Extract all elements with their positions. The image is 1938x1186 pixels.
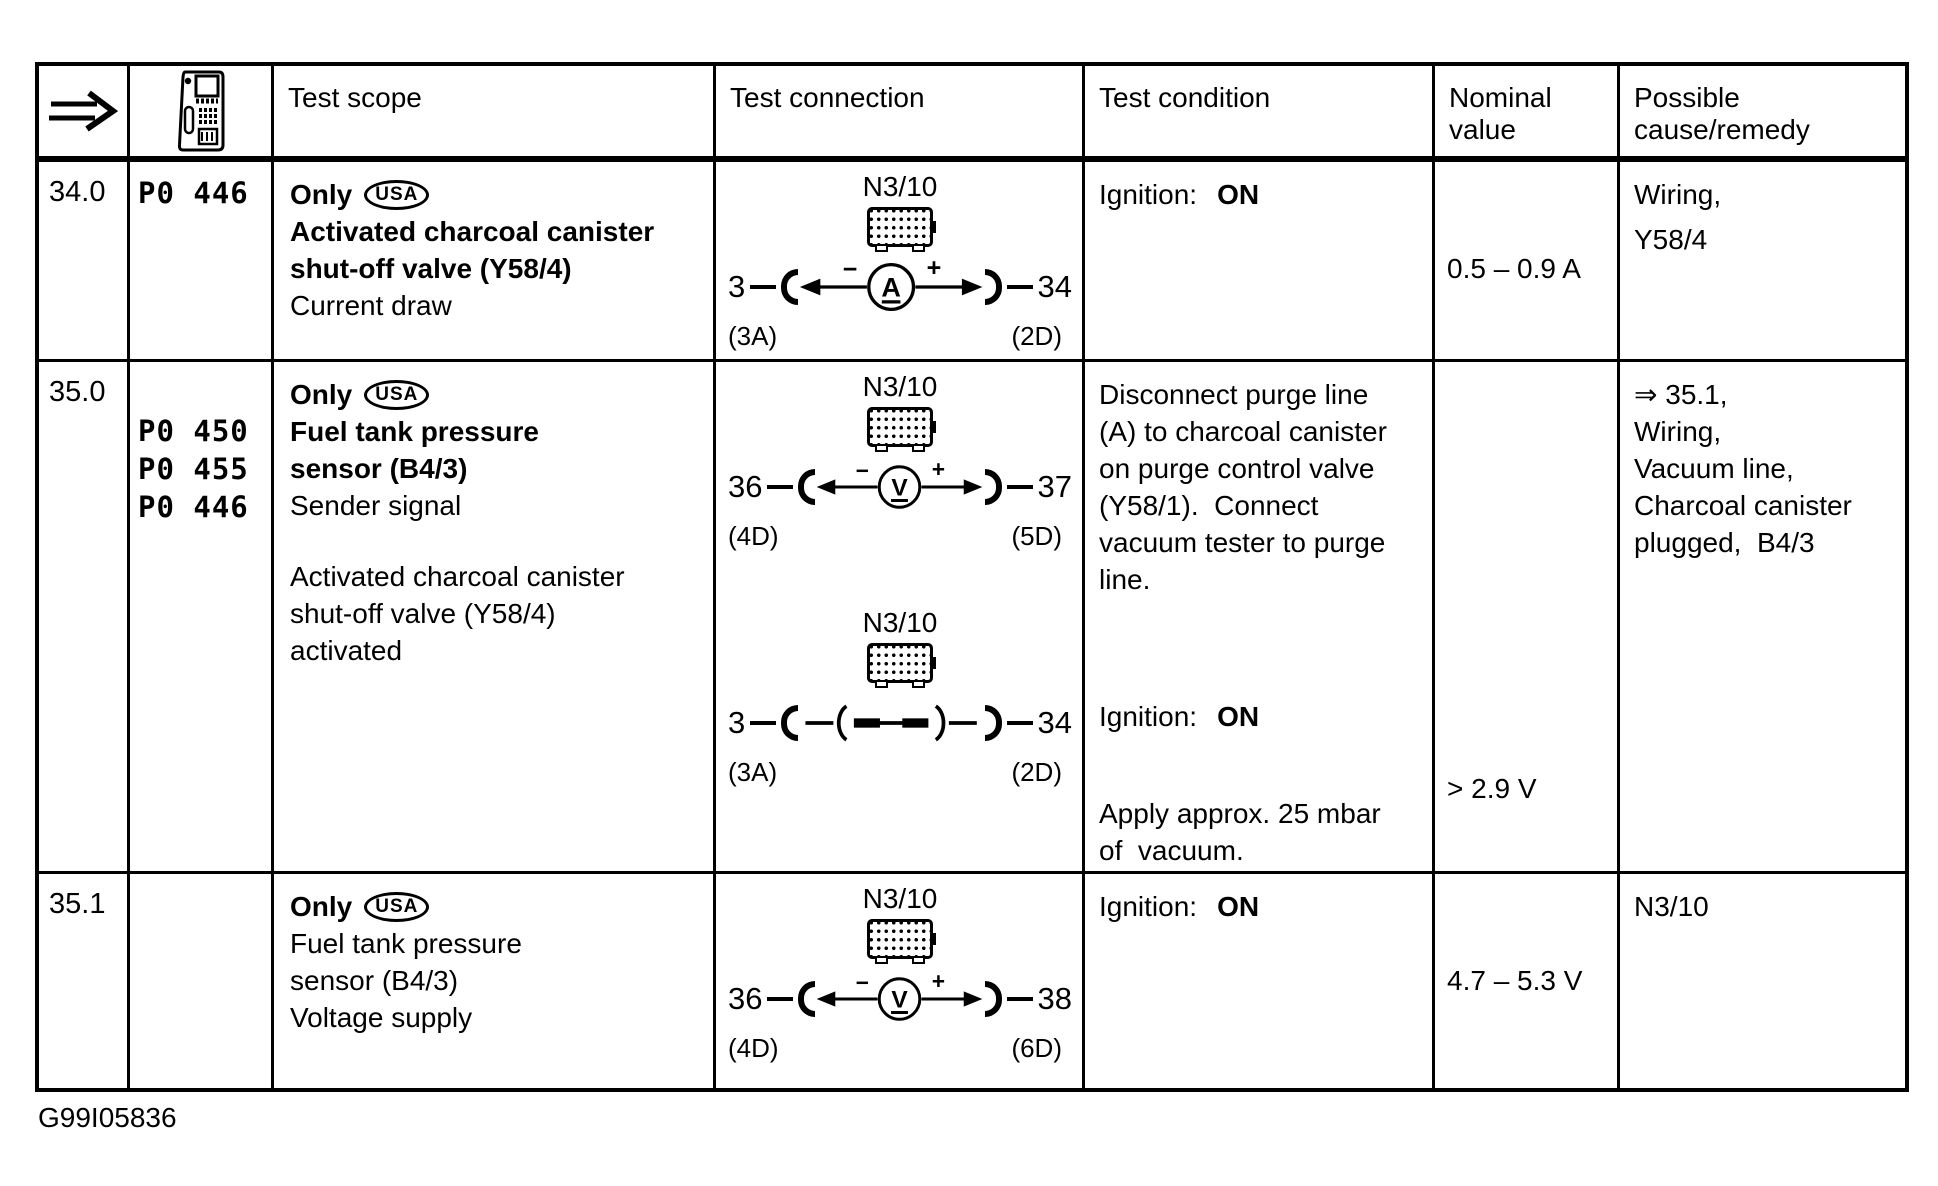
right-pin: 38 (1037, 981, 1072, 1016)
row-351-codes (130, 874, 274, 1088)
apply-vacuum-block (1099, 795, 1428, 869)
socket-icon (985, 705, 1002, 741)
ignition-value: ON (1217, 701, 1260, 732)
header-test-scope (274, 66, 716, 162)
left-connector-label: (4D) (728, 521, 779, 551)
header-nominal-value (1435, 66, 1620, 162)
connector-tab (932, 221, 936, 233)
scope-line: Activated charcoal canister (290, 561, 625, 592)
socket-icon (985, 269, 1002, 305)
svg-text:+: + (932, 969, 946, 994)
left-connector-label: (4D) (728, 1033, 779, 1063)
row-351-nominal-value (1435, 874, 1620, 1088)
cause-line: Y58/4 (1634, 224, 1708, 255)
left-pin: 3 (728, 269, 746, 304)
control-unit-connector-icon (867, 407, 933, 447)
control-unit-label: N3/10 (862, 371, 938, 402)
row-351-test-connection (716, 874, 1085, 1088)
cause-line: Charcoal canister (1634, 490, 1852, 521)
cause-line: Wiring, (1634, 416, 1722, 447)
only-usa-line (290, 888, 707, 925)
only-label: Only (290, 379, 353, 410)
ignition-label: Ignition: (1099, 891, 1198, 922)
wire (1007, 721, 1033, 725)
measurement-row (728, 693, 1072, 753)
control-unit-label: N3/10 (862, 883, 938, 914)
dtc-code: P0 446 (138, 176, 249, 210)
cause-line: N3/10 (1634, 891, 1709, 922)
condition-line: Apply approx. 25 mbar (1099, 798, 1381, 829)
right-connector-label: (2D) (1011, 757, 1062, 787)
row-35-possible-cause (1620, 362, 1905, 874)
usa-badge: USA (364, 180, 429, 210)
row-34-test-connection (716, 162, 1085, 362)
cause-line: Vacuum line, (1634, 453, 1794, 484)
connector-tab (932, 421, 936, 433)
header-label: Test condition (1099, 82, 1271, 113)
row-35-test-connection (716, 362, 1085, 874)
right-pin: 34 (1037, 269, 1072, 304)
condition-line: of vacuum. (1099, 835, 1244, 866)
condition-line: Disconnect purge line (1099, 379, 1369, 410)
scope-title-line: Fuel tank pressure (290, 416, 539, 447)
row-34-possible-cause (1620, 162, 1905, 362)
row-34-test-condition (1085, 162, 1435, 362)
row-35-step (39, 362, 130, 874)
svg-text:−: − (856, 457, 870, 484)
wire (1007, 485, 1033, 489)
left-pin: 36 (728, 469, 763, 504)
ignition-label: Ignition: (1099, 701, 1198, 732)
socket-icon (781, 705, 798, 741)
row-351-step (39, 874, 130, 1088)
condition-line: (A) to charcoal canister (1099, 416, 1387, 447)
svg-text:V: V (891, 986, 909, 1014)
socket-icon (798, 981, 815, 1017)
ignition-label: Ignition: (1099, 179, 1198, 210)
cause-line: ⇒ 35.1, (1634, 379, 1728, 410)
header-step-cell (39, 66, 130, 162)
step-number: 34.0 (49, 176, 106, 208)
right-connector-label: (5D) (1011, 521, 1062, 551)
connector-labels (728, 521, 1072, 552)
cause-line: plugged, B4/3 (1634, 527, 1815, 558)
condition-line: (Y58/1). Connect (1099, 490, 1319, 521)
row-351-test-scope (274, 874, 716, 1088)
right-pin: 34 (1037, 705, 1072, 740)
header-test-condition (1085, 66, 1435, 162)
usa-badge: USA (364, 380, 429, 410)
connector-labels (728, 1033, 1072, 1064)
scope-title-line: shut-off valve (Y58/4) (290, 253, 572, 284)
scope-second-block (290, 558, 707, 669)
row-34-test-scope (274, 162, 716, 362)
ignition-line (1099, 888, 1428, 925)
row-35-test-scope (274, 362, 716, 874)
voltmeter-icon (815, 969, 984, 1029)
figure-id: G99I05836 (38, 1102, 177, 1133)
header-label: Test connection (730, 82, 925, 113)
row-35-test-condition (1085, 362, 1435, 874)
svg-text:A: A (881, 272, 902, 303)
left-pin: 36 (728, 981, 763, 1016)
connector-labels (728, 757, 1072, 788)
connector-labels (728, 321, 1072, 352)
wire (750, 721, 776, 725)
wire (767, 485, 793, 489)
svg-text:V: V (891, 474, 909, 502)
connection-diagram-jumper (728, 608, 1072, 788)
dtc-code: P0 455 (138, 452, 249, 486)
scope-line: shut-off valve (Y58/4) (290, 598, 556, 629)
control-unit-connector-icon (867, 919, 933, 959)
scope-line: sensor (B4/3) (290, 965, 459, 996)
row-34-nominal-value (1435, 162, 1620, 362)
nominal-value: 0.5 – 0.9 A (1447, 253, 1581, 284)
row-351-test-condition (1085, 874, 1435, 1088)
measurement-row (728, 457, 1072, 517)
nominal-value: 4.7 – 5.3 V (1447, 965, 1583, 996)
ignition-value: ON (1217, 891, 1260, 922)
scope-subtitle-line: Sender signal (290, 490, 462, 521)
socket-icon (985, 469, 1002, 505)
socket-icon (985, 981, 1002, 1017)
socket-icon (781, 269, 798, 305)
control-unit-label: N3/10 (862, 607, 938, 638)
double-arrow-icon (47, 88, 119, 134)
scope-title-line: sensor (B4/3) (290, 453, 468, 484)
scope-line: Fuel tank pressure (290, 928, 522, 959)
row-34-step (39, 162, 130, 362)
ignition-line (1099, 176, 1428, 213)
header-label: Test scope (288, 82, 422, 113)
right-connector-label: (6D) (1011, 1033, 1062, 1063)
only-usa-line (290, 376, 707, 413)
control-unit-label: N3/10 (862, 171, 938, 202)
jumper-icon (798, 693, 984, 753)
condition-line: on purge control valve (1099, 453, 1375, 484)
step-number: 35.0 (49, 376, 106, 408)
measurement-row (728, 969, 1072, 1029)
socket-icon (798, 469, 815, 505)
row-35-codes (130, 362, 274, 874)
left-pin: 3 (728, 705, 746, 740)
scope-line: Voltage supply (290, 1002, 473, 1033)
usa-badge: USA (364, 892, 429, 922)
diagnostic-test-table (35, 62, 1909, 1092)
connection-diagram-voltmeter (728, 884, 1072, 1064)
ignition-value: ON (1217, 179, 1260, 210)
ammeter-icon (798, 257, 984, 317)
connector-tab (932, 657, 936, 669)
control-unit-connector-icon (867, 207, 933, 247)
step-number: 35.1 (49, 888, 106, 920)
dtc-code: P0 450 (138, 414, 249, 448)
scope-subtitle-line: Current draw (290, 290, 452, 321)
svg-text:+: + (932, 457, 946, 482)
header-label: Nominal value (1449, 82, 1552, 145)
nominal-value-high: > 2.9 V (1447, 773, 1537, 804)
wire (1007, 285, 1033, 289)
right-connector-label: (2D) (1011, 321, 1062, 351)
connection-diagram-voltmeter (728, 372, 1072, 552)
left-connector-label: (3A) (728, 757, 778, 787)
handheld-tester-icon (173, 69, 229, 153)
voltmeter-icon (815, 457, 984, 517)
row-34-codes (130, 162, 274, 362)
condition-line: line. (1099, 564, 1151, 595)
dtc-code: P0 446 (138, 490, 249, 524)
scope-title-line: Activated charcoal canister (290, 216, 655, 247)
header-possible-cause (1620, 66, 1905, 162)
measurement-row (728, 257, 1072, 317)
row-351-possible-cause (1620, 874, 1905, 1088)
header-tool-cell (130, 66, 274, 162)
control-unit-connector-icon (867, 643, 933, 683)
connector-tab (932, 933, 936, 945)
condition-paragraph (1099, 376, 1428, 598)
svg-text:−: − (843, 257, 858, 284)
row-35-nominal-value (1435, 362, 1620, 874)
wire (767, 997, 793, 1001)
cause-line: Wiring, (1634, 179, 1722, 210)
only-usa-line (290, 176, 707, 213)
wire (1007, 997, 1033, 1001)
header-label: Possible cause/remedy (1634, 82, 1810, 145)
wire (750, 285, 776, 289)
header-test-connection (716, 66, 1085, 162)
connection-diagram (728, 172, 1072, 352)
svg-text:−: − (856, 969, 870, 996)
ignition-line (1099, 698, 1428, 735)
only-label: Only (290, 179, 353, 210)
left-connector-label: (3A) (728, 321, 778, 351)
right-pin: 37 (1037, 469, 1072, 504)
only-label: Only (290, 891, 353, 922)
svg-text:+: + (926, 257, 942, 282)
condition-line: vacuum tester to purge (1099, 527, 1386, 558)
scope-line: activated (290, 635, 403, 666)
